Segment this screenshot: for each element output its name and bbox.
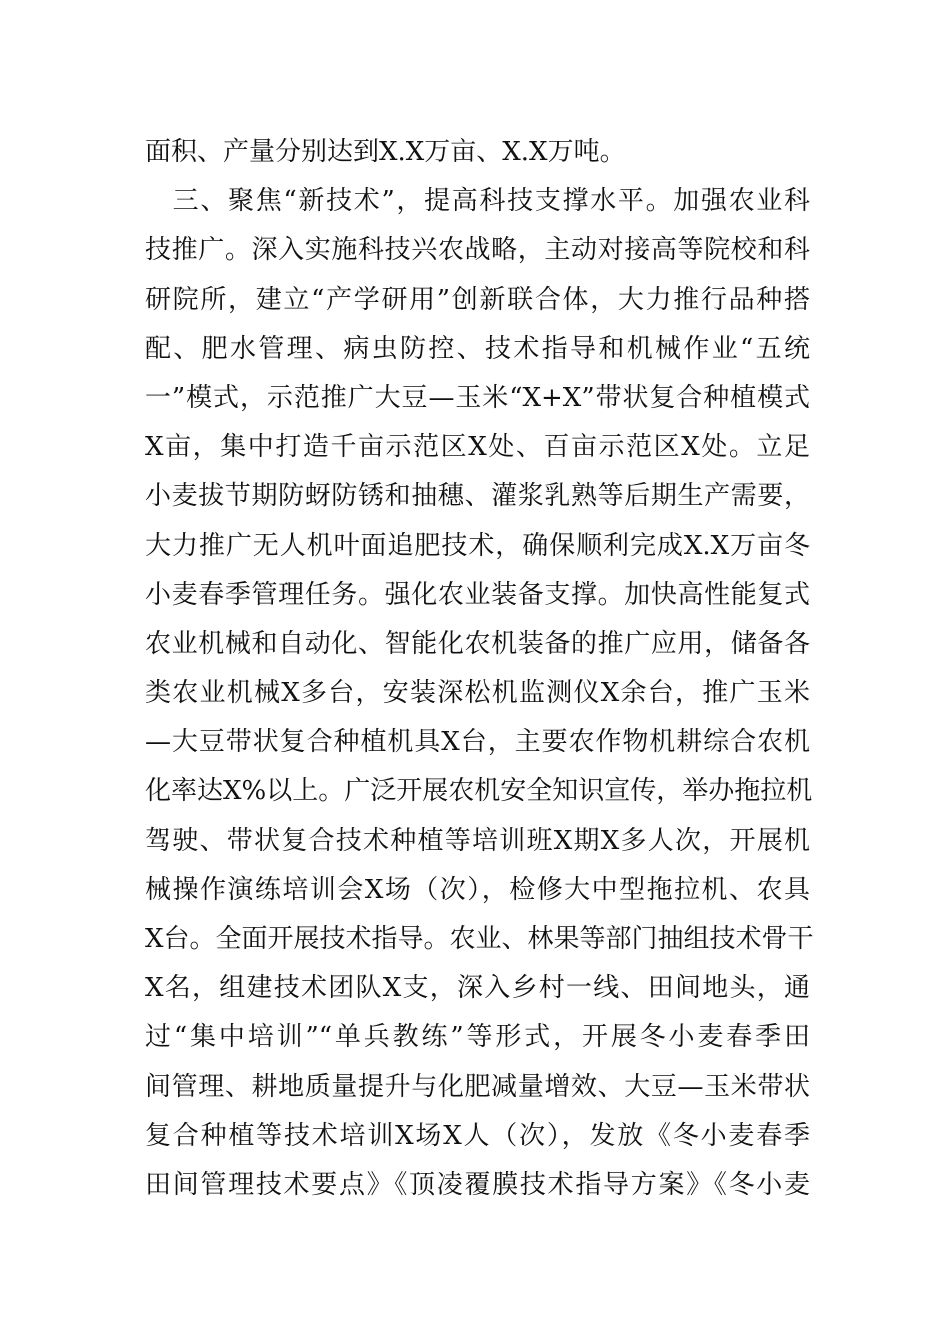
text-line-16: 械操作演练培训会X场（次），检修大中型拖拉机、农具 [145,874,810,905]
text-line-3: 技推广。深入实施科技兴农战略，主动对接高等院校和科 [145,235,810,266]
text-line-8: 小麦拔节期防蚜防锈和抽穗、灌浆乳熟等后期生产需要， [145,481,810,512]
text-line-10: 小麦春季管理任务。强化农业装备支撑。加快高性能复式 [145,579,810,610]
text-line-2: 三、聚焦“新技术”，提高科技支撑水平。加强农业科 [145,186,810,217]
text-line-6: 一”模式，示范推广大豆—玉米“X+X”带状复合种植模式 [145,382,810,413]
text-line-19: 过“集中培训”“单兵教练”等形式，开展冬小麦春季田 [145,1022,810,1053]
text-line-14: 化率达X%以上。广泛开展农机安全知识宣传，举办拖拉机 [145,776,813,807]
text-line-20: 间管理、耕地质量提升与化肥减量增效、大豆—玉米带状 [145,1071,810,1102]
text-line-11: 农业机械和自动化、智能化农机装备的推广应用，储备各 [145,628,810,659]
text-line-5: 配、肥水管理、病虫防控、技术指导和机械作业“五统 [145,333,810,364]
text-line-9: 大力推广无人机叶面追肥技术，确保顺利完成X.X万亩冬 [145,530,810,561]
text-line-1: 面积、产量分别达到X.X万亩、X.X万吨。 [145,137,626,167]
text-line-7: X亩，集中打造千亩示范区X处、百亩示范区X处。立足 [145,432,810,463]
text-line-17: X台。全面开展技术指导。农业、林果等部门抽组技术骨干 [145,924,814,954]
text-line-13: —大豆带状复合种植机具X台，主要农作物机耕综合农机 [145,727,810,758]
text-line-15: 驾驶、带状复合技术种植等培训班X期X多人次，开展机 [145,825,810,856]
text-line-21: 复合种植等技术培训X场X人（次），发放《冬小麦春季 [145,1120,810,1151]
text-line-22: 田间管理技术要点》《顶凌覆膜技术指导方案》《冬小麦 [145,1169,810,1200]
text-line-4: 研院所，建立“产学研用”创新联合体，大力推行品种搭 [145,284,810,315]
text-line-12: 类农业机械X多台，安装深松机监测仪X余台，推广玉米 [145,678,810,709]
body-text [145,128,814,1210]
text-line-18: X名，组建技术团队X支，深入乡村一线、田间地头，通 [145,973,810,1004]
